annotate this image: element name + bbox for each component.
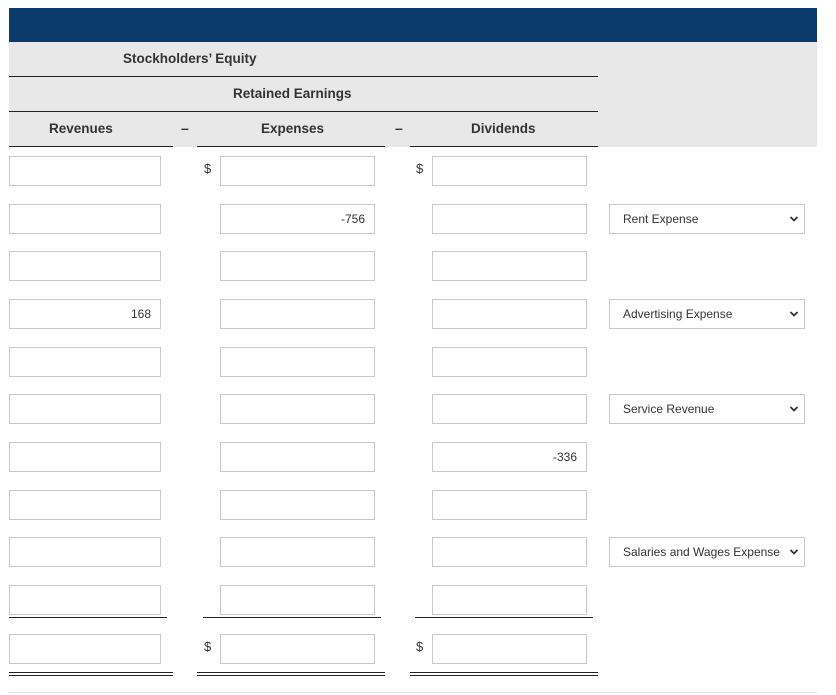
- dividends-input[interactable]: [432, 537, 587, 567]
- dividends-input[interactable]: [432, 251, 587, 281]
- revenues-input[interactable]: [9, 347, 161, 377]
- double-rule: [9, 672, 173, 673]
- dividends-input[interactable]: [432, 585, 587, 615]
- dividends-column-header: Dividends: [471, 121, 536, 136]
- dividends-input[interactable]: -336: [432, 442, 587, 472]
- expenses-input[interactable]: -756: [220, 204, 375, 234]
- dividends-input[interactable]: [432, 347, 587, 377]
- chevron-down-icon: [789, 309, 799, 319]
- dividends-input[interactable]: [432, 299, 587, 329]
- currency-symbol: $: [204, 639, 212, 654]
- revenues-input[interactable]: [9, 156, 161, 186]
- currency-symbol: $: [416, 161, 424, 176]
- subtotal-rule: [9, 617, 167, 618]
- revenues-input[interactable]: [9, 585, 161, 615]
- revenues-input[interactable]: [9, 537, 161, 567]
- total-expenses-input[interactable]: [220, 634, 375, 664]
- account-select-value: Salaries and Wages Expense: [623, 545, 780, 559]
- column-underline: [9, 146, 173, 147]
- account-select-value: Advertising Expense: [623, 307, 733, 321]
- expenses-input[interactable]: [220, 394, 375, 424]
- column-underline: [197, 146, 385, 147]
- double-rule: [197, 672, 385, 673]
- minus-operator: –: [395, 120, 403, 136]
- expenses-input[interactable]: [220, 299, 375, 329]
- stockholders-equity-heading: Stockholders’ Equity: [123, 51, 257, 66]
- currency-symbol: $: [416, 639, 424, 654]
- column-underline: [410, 146, 598, 147]
- expenses-column-header: Expenses: [261, 121, 325, 136]
- minus-operator: –: [181, 120, 189, 136]
- expenses-input[interactable]: [220, 347, 375, 377]
- bottom-divider: [9, 692, 817, 693]
- dividends-input[interactable]: [432, 490, 587, 520]
- currency-symbol: $: [204, 161, 212, 176]
- revenues-input[interactable]: [9, 442, 161, 472]
- account-select[interactable]: [609, 299, 805, 329]
- account-select-value: Service Revenue: [623, 402, 715, 416]
- expenses-input[interactable]: [220, 156, 375, 186]
- chevron-down-icon: [789, 214, 799, 224]
- expenses-input[interactable]: [220, 490, 375, 520]
- revenues-input[interactable]: 168: [9, 299, 161, 329]
- expenses-input[interactable]: [220, 442, 375, 472]
- chevron-down-icon: [789, 547, 799, 557]
- subtotal-rule: [415, 617, 593, 618]
- double-rule: [410, 672, 598, 673]
- double-rule: [9, 675, 173, 676]
- header-divider: [9, 111, 598, 112]
- total-dividends-input[interactable]: [432, 634, 587, 664]
- total-revenues-input[interactable]: [9, 634, 161, 664]
- subtotal-rule: [203, 617, 381, 618]
- expenses-input[interactable]: [220, 251, 375, 281]
- dividends-input[interactable]: [432, 204, 587, 234]
- revenues-input[interactable]: [9, 204, 161, 234]
- top-banner: [9, 8, 817, 42]
- revenues-input[interactable]: [9, 490, 161, 520]
- chevron-down-icon: [789, 404, 799, 414]
- expenses-input[interactable]: [220, 585, 375, 615]
- account-select[interactable]: [609, 204, 805, 234]
- revenues-input[interactable]: [9, 251, 161, 281]
- account-select-value: Rent Expense: [623, 212, 699, 226]
- revenues-input[interactable]: [9, 394, 161, 424]
- account-select[interactable]: [609, 394, 805, 424]
- dividends-input[interactable]: [432, 156, 587, 186]
- retained-earnings-heading: Retained Earnings: [233, 86, 352, 101]
- double-rule: [197, 675, 385, 676]
- expenses-input[interactable]: [220, 537, 375, 567]
- double-rule: [410, 675, 598, 676]
- header-divider: [9, 76, 598, 77]
- revenues-column-header: Revenues: [49, 121, 113, 136]
- dividends-input[interactable]: [432, 394, 587, 424]
- account-select[interactable]: [609, 537, 805, 567]
